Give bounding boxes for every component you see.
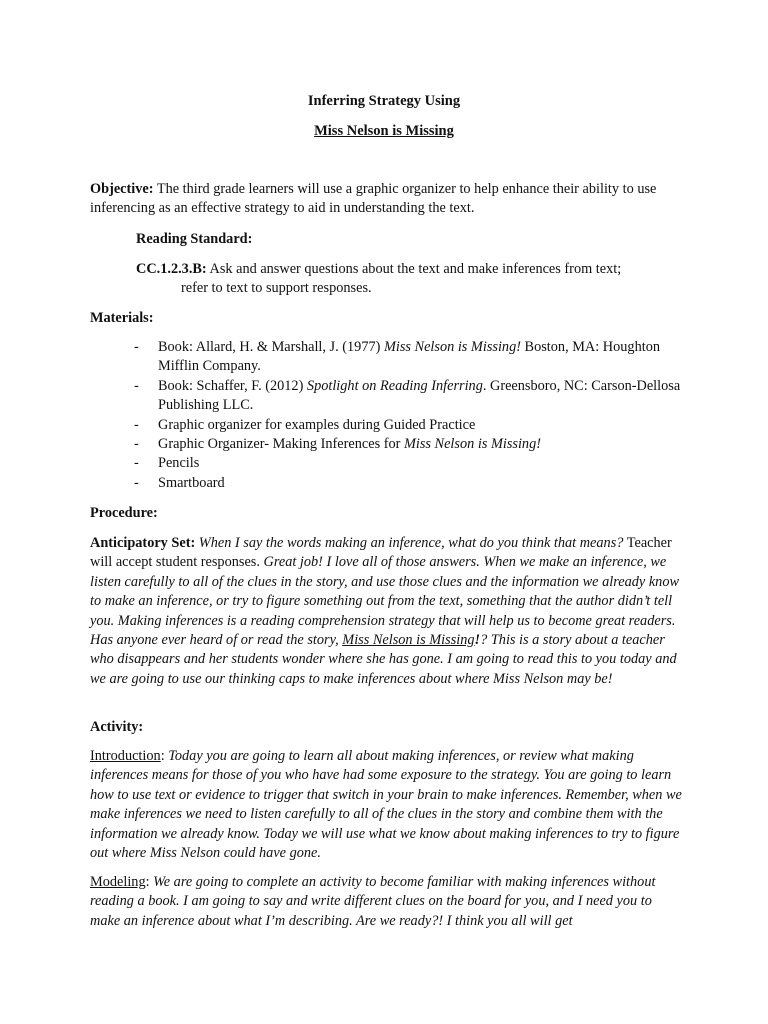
list-item [134,435,684,454]
book-title-excl: ! [474,632,481,649]
material-title: Miss Nelson is Missing! [383,339,521,355]
introduction-paragraph [90,747,682,863]
reading-standard-heading: Reading Standard: [136,231,253,247]
modeling-text: We are going to complete an activity to become familiar with making inferences without reading a book. I am going to say and write different clues on the board for you, and I need you to make an inference about what I’m describing. Are we ready?! I think you all will get [90,874,656,929]
standard-code: CC.1.2.3.B: [136,261,207,277]
list-item [134,338,684,377]
material-text: Book: Allard, H. & Marshall, J. (1977) [158,339,384,355]
introduction-text: Today you are going to learn all about making inferences, or review what making inferences means for those of you who have had some exposure to the strategy. You are going to learn how to use text or evidence to trigger that switch in your brain to make inferences. Remember, when we make inferences we need to listen carefully to all of the clues in the story and combine them with the information we already know. Today we will use what we know about making inferences to try to figure out where Miss Nelson could have gone. [90,748,682,862]
introduction-colon: : [160,748,169,764]
modeling-paragraph [90,873,682,931]
list-item [134,454,684,473]
anticipatory-set-paragraph [90,534,682,689]
activity-heading: Activity: [90,719,144,735]
list-dash: - [134,474,139,491]
material-text: Graphic Organizer- Making Inferences for [158,436,404,453]
standard-line-1: Ask and answer questions about the text and make inferences from text; [206,261,622,277]
material-text: Pencils [158,455,200,472]
list-item [134,416,684,435]
standard-line-2: refer to text to support responses. [181,280,372,297]
modeling-label: Modeling [90,874,146,890]
material-title: Spotlight on Reading Inferring [306,377,483,394]
page-title: Inferring Strategy Using [307,93,461,109]
anticipatory-label: Anticipatory Set: [90,535,196,551]
list-dash: - [134,339,139,355]
page-subtitle: Miss Nelson is Missing [314,123,454,139]
list-dash: - [134,416,139,433]
objective-paragraph [90,180,682,219]
list-item [134,474,684,493]
materials-heading: Materials: [90,310,154,326]
reading-standard-body [136,260,682,299]
anticipatory-question: When I say the words making an inference, what do you think that means? [195,535,624,551]
list-item [134,377,684,416]
list-dash: - [134,436,139,453]
introduction-label: Introduction [90,748,161,764]
list-dash: - [134,377,139,394]
book-title-ref: Miss Nelson is Missing [342,632,475,649]
objective-label: Objective: [90,181,154,197]
material-text: Smartboard [158,474,225,491]
modeling-colon: : [145,874,154,890]
anticipatory-body: Great job! I love all of those answers. When we make an inference, we listen carefully to all of the clues in the story, and use those clues and the information we already know to make an inference, or try to figure something out from the text, something that the author didn’t tell you. Making inferences is a reading comprehension strategy that will help us to become great readers. Has anyone ever heard of or read the story, [90,554,679,649]
materials-list [134,338,684,493]
material-text: Boston, MA: Houghton Mifflin Company. [158,339,660,375]
list-dash: - [134,455,139,472]
material-text: . Greensboro, NC: Carson-Dellosa Publishing LLC. [158,377,681,414]
objective-text: The third grade learners will use a graphic organizer to help enhance their ability to use inferencing as an effective strategy to aid in understanding the text. [90,181,657,217]
teacher-note: Teacher will accept student responses. [90,535,672,571]
material-title: Miss Nelson is Missing! [403,436,541,453]
procedure-heading: Procedure: [90,505,158,521]
material-text: Book: Schaffer, F. (2012) [158,377,307,394]
anticipatory-body-cont: ? This is a story about a teacher who disappears and her students wonder where she has gone. I am going to read this to you today and we are going to use our thinking caps to make inferences about where Miss Nelson may be! [90,632,677,687]
material-text: Graphic organizer for examples during Guided Practice [158,416,476,433]
